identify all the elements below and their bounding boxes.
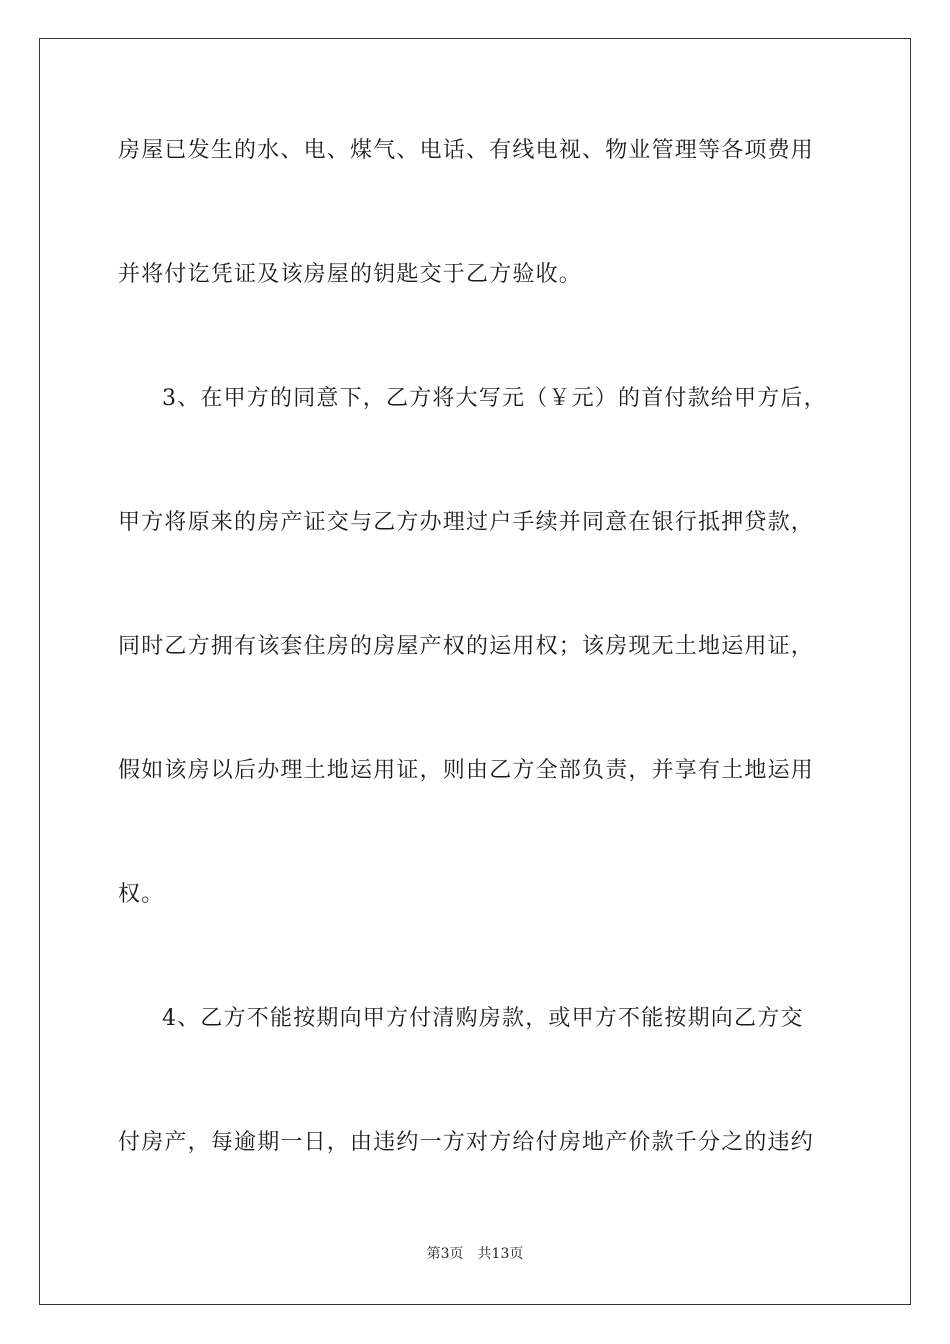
text-line: 权。 (118, 882, 165, 907)
page-border (39, 38, 911, 1305)
paragraph-start-4: 4、乙方不能按期向甲方付清购房款，或甲方不能按期向乙方交 (162, 1006, 804, 1031)
total-pages: 共13页 (477, 1246, 524, 1262)
page-number: 第3页 (426, 1246, 464, 1262)
paragraph-start-3: 3、在甲方的同意下，乙方将大写元（￥元）的首付款给甲方后， (162, 386, 827, 411)
text-line: 甲方将原来的房产证交与乙方办理过户手续并同意在银行抵押贷款， (118, 510, 815, 535)
text-line: 同时乙方拥有该套住房的房屋产权的运用权；该房现无土地运用证， (118, 634, 815, 659)
page-footer (0, 1244, 950, 1264)
text-line: 付房产，每逾期一日，由违约一方对方给付房地产价款千分之的违约 (118, 1130, 815, 1155)
text-line: 假如该房以后办理土地运用证，则由乙方全部负责，并享有土地运用 (118, 758, 815, 783)
text-line: 房屋已发生的水、电、煤气、电话、有线电视、物业管理等各项费用 (118, 138, 815, 163)
text-line: 并将付讫凭证及该房屋的钥匙交于乙方验收。 (118, 262, 583, 287)
